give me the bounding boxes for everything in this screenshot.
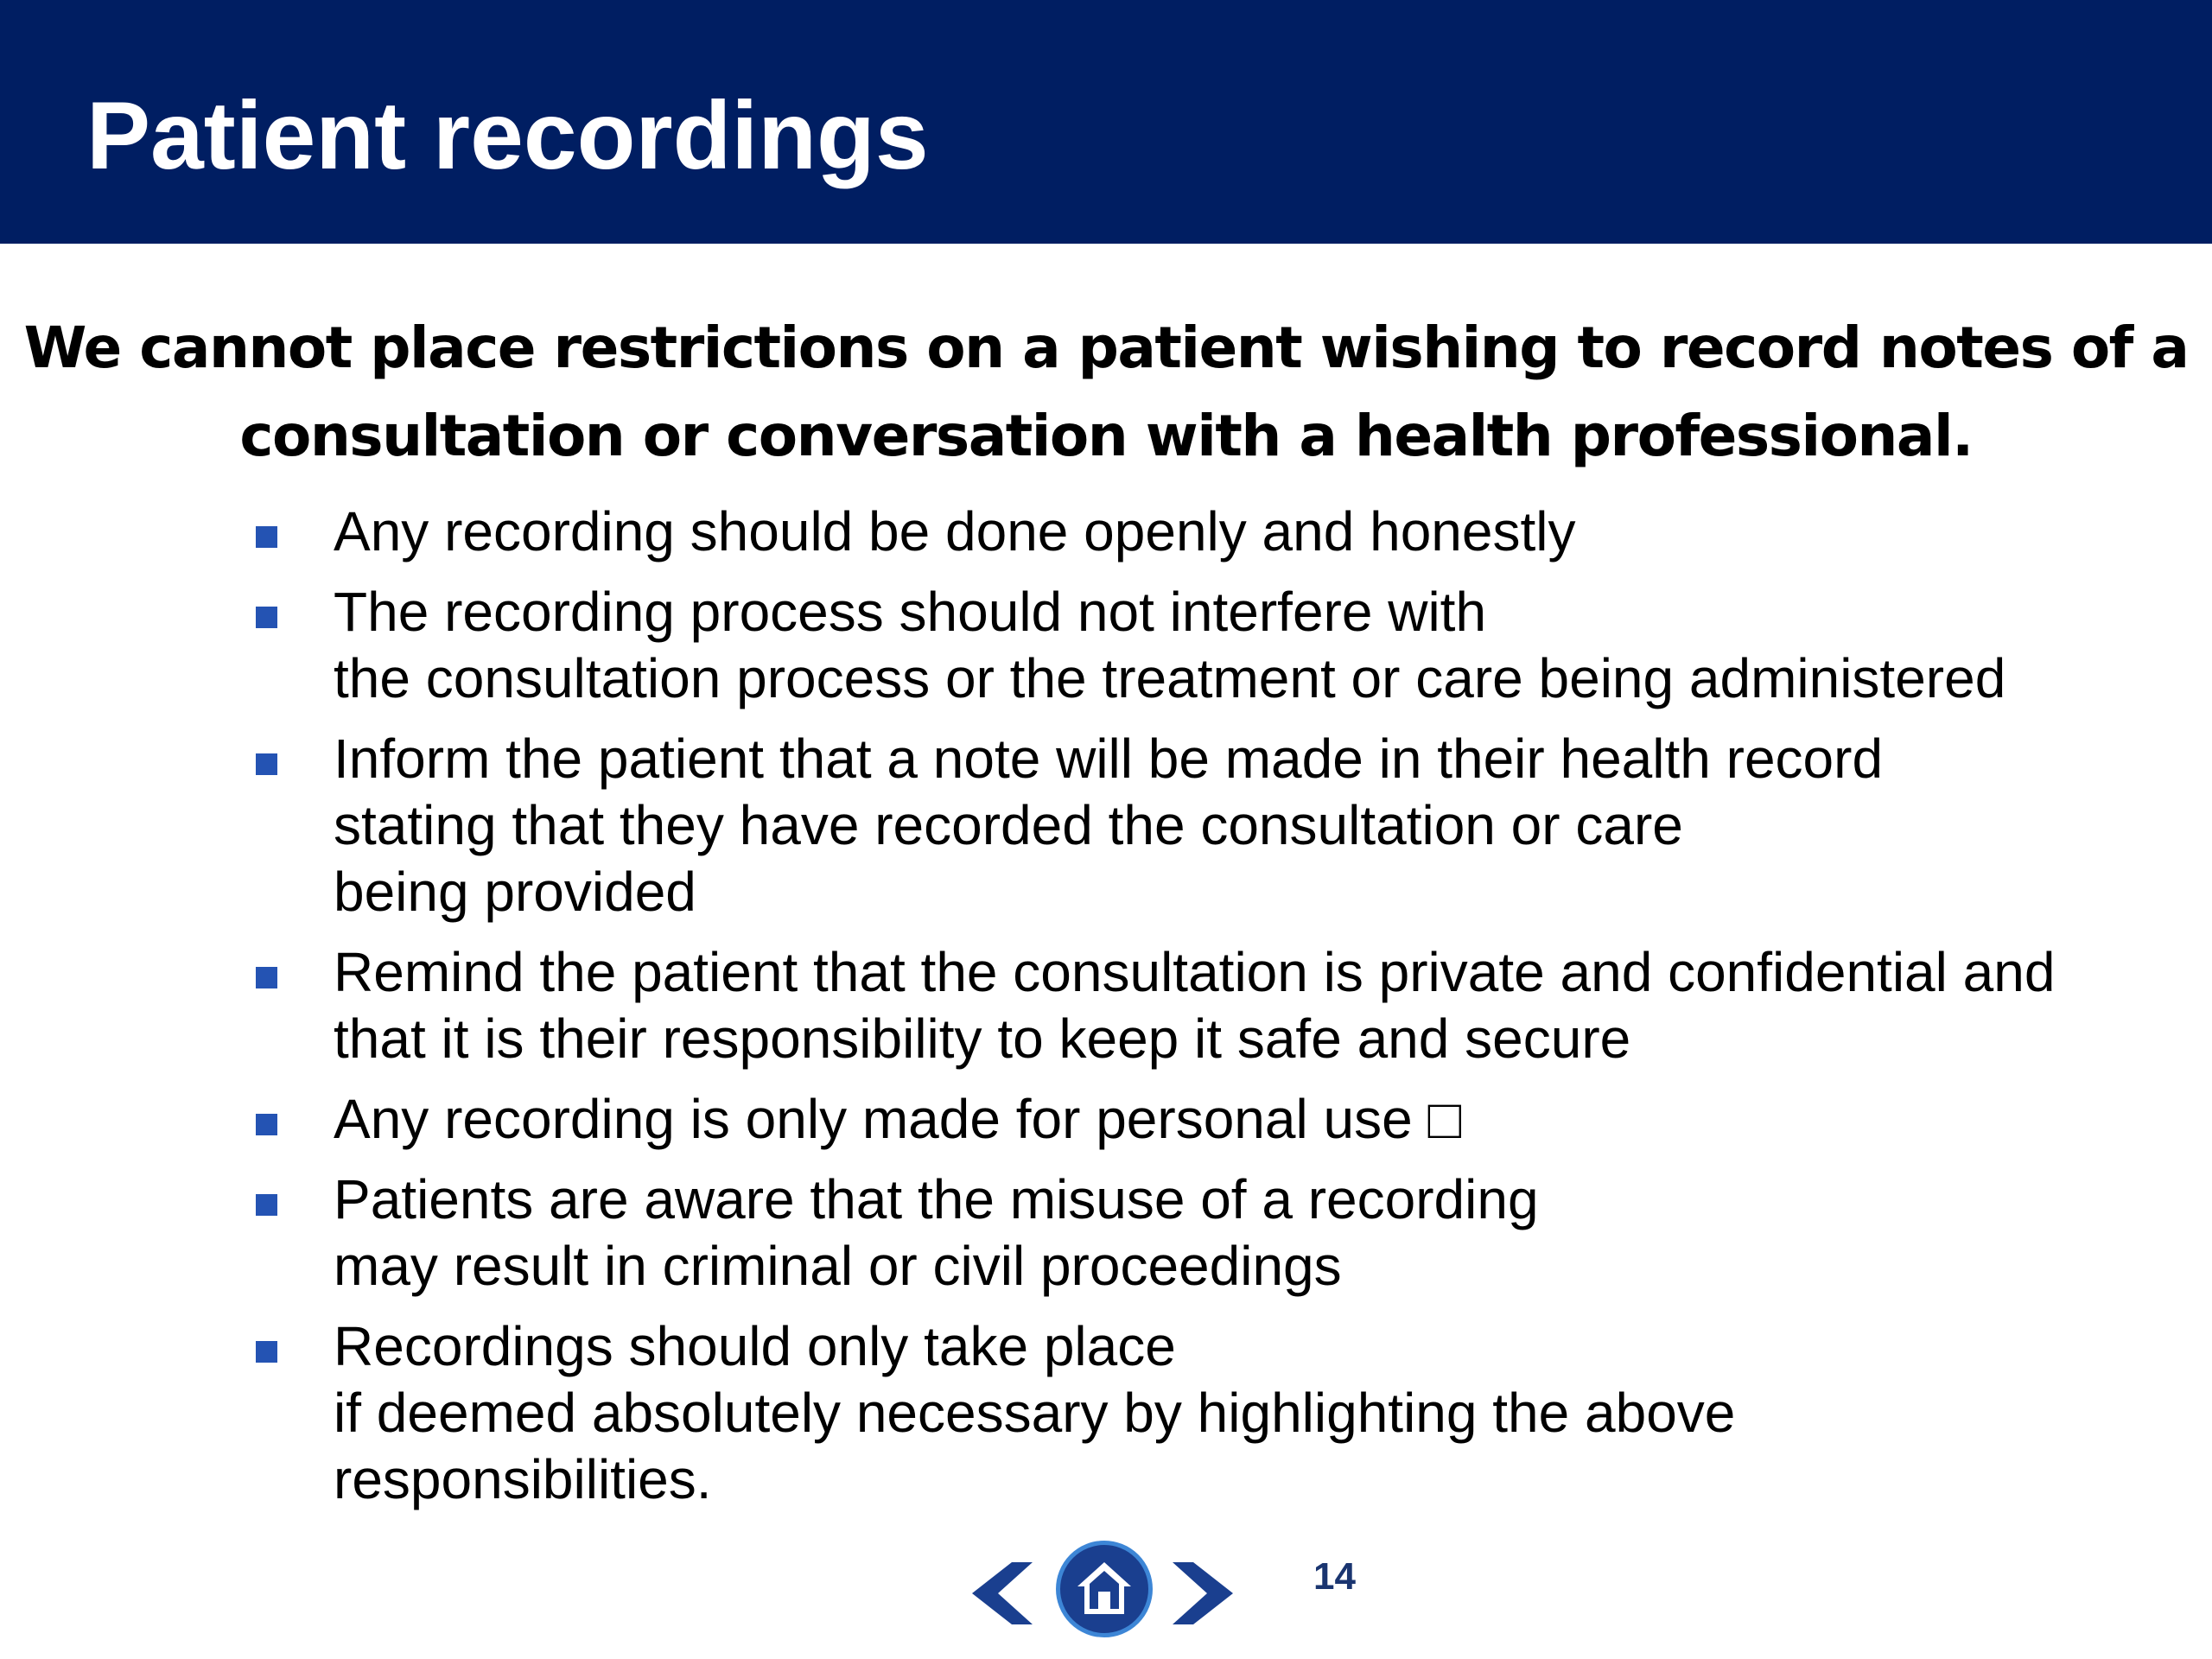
bullet-text: Inform the patient that a note will be made in their health record stating that they have recorded the consultation or care being provided — [334, 728, 1884, 923]
bullet-square-icon — [256, 753, 277, 775]
slide-headline: We cannot place restrictions on a patient wishing to record notes of a consultation or conversation with a health professional. — [23, 315, 2189, 469]
bullet-text: Remind the patient that the consultation is private and confidential and that it is their responsibility to keep it safe and secure — [334, 941, 2056, 1070]
chevron-left-icon — [972, 1562, 1033, 1624]
bullet-item — [253, 939, 2154, 1072]
next-slide-button[interactable] — [1173, 1562, 1233, 1624]
bullet-item — [253, 499, 2154, 565]
bullet-text: Patients are aware that the misuse of a recording may result in criminal or civil proceedings — [334, 1168, 1539, 1297]
bullet-square-icon — [256, 1194, 277, 1216]
bullet-list — [253, 499, 2154, 1527]
bullet-square-icon — [256, 526, 277, 548]
bullet-item — [253, 1313, 2154, 1513]
home-button[interactable] — [1056, 1541, 1153, 1637]
bullet-text: The recording process should not interfere with the consultation process or the treatment or care being administered — [334, 581, 2006, 709]
bullet-text: Any recording is only made for personal use □ — [334, 1088, 1462, 1150]
previous-slide-button[interactable] — [972, 1562, 1033, 1624]
slide-title: Patient recordings — [86, 82, 929, 189]
page-number: 14 — [1313, 1555, 1356, 1598]
home-icon — [1077, 1560, 1131, 1618]
bullet-text: Any recording should be done openly and honestly — [334, 500, 1576, 563]
chevron-right-icon — [1173, 1562, 1233, 1624]
bullet-item — [253, 579, 2154, 712]
title-bar — [0, 0, 2212, 244]
bullet-item — [253, 1086, 2154, 1153]
bullet-square-icon — [256, 607, 277, 628]
bullet-item — [253, 1166, 2154, 1300]
bullet-square-icon — [256, 967, 277, 988]
bullet-square-icon — [256, 1114, 277, 1135]
bullet-item — [253, 726, 2154, 925]
bullet-square-icon — [256, 1341, 277, 1363]
bullet-text: Recordings should only take place if deemed absolutely necessary by highlighting the above responsibilities. — [334, 1315, 1736, 1510]
